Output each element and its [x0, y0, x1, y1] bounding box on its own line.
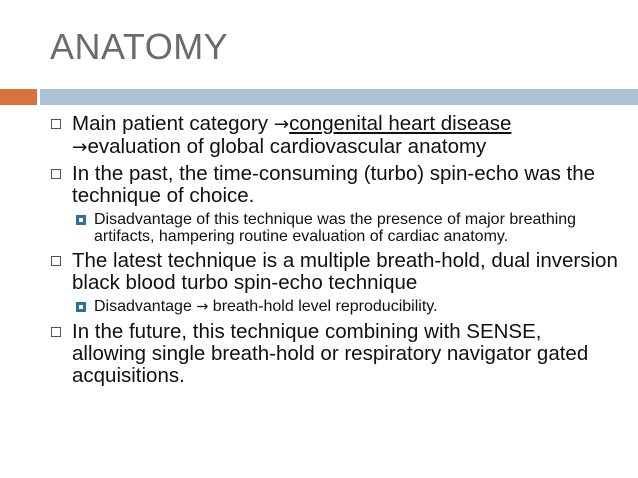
square-bullet-icon: [51, 256, 61, 266]
bullet-list: [50, 113, 620, 391]
arrow-icon: →: [273, 114, 290, 135]
bullet-text: Main patient category: [72, 112, 274, 135]
square-bullet-icon: [51, 169, 61, 179]
bullet-text: evaluation of global cardiovascular anatomy: [87, 135, 487, 158]
square-bullet-icon: [76, 215, 86, 225]
square-bullet-icon: [51, 327, 61, 337]
bullet-item: [50, 321, 620, 387]
title-divider-band: [40, 89, 638, 105]
sub-bullet-text: Disadvantage of this technique was the presence of major breathing artifacts, hampering routine evaluation of cardiac anatomy.: [94, 211, 577, 245]
bullet-item: [50, 163, 620, 207]
sub-bullet-text: Disadvantage: [94, 298, 197, 315]
underlined-term: congenital heart disease: [289, 112, 512, 135]
sub-bullet-item: [50, 211, 620, 245]
bullet-text: In the past, the time-consuming (turbo) spin-echo was the technique of choice.: [72, 162, 596, 207]
sub-bullet-item: [50, 298, 620, 316]
slide-title: ANATOMY: [50, 26, 229, 67]
bullet-text: In the future, this technique combining with SENSE, allowing single breath-hold or respiratory navigator gated acquisitions.: [72, 320, 589, 387]
title-accent-band: [0, 89, 37, 105]
square-bullet-icon: [51, 119, 61, 129]
bullet-text: The latest technique is a multiple breath-hold, dual inversion black blood turbo spin-echo technique: [72, 249, 618, 294]
arrow-icon: →: [72, 137, 88, 158]
sub-bullet-text: breath-hold level reproducibility.: [208, 298, 438, 315]
arrow-icon: →: [196, 299, 209, 315]
square-bullet-icon: [76, 302, 86, 312]
bullet-item: [50, 250, 620, 294]
bullet-item: [50, 113, 620, 159]
